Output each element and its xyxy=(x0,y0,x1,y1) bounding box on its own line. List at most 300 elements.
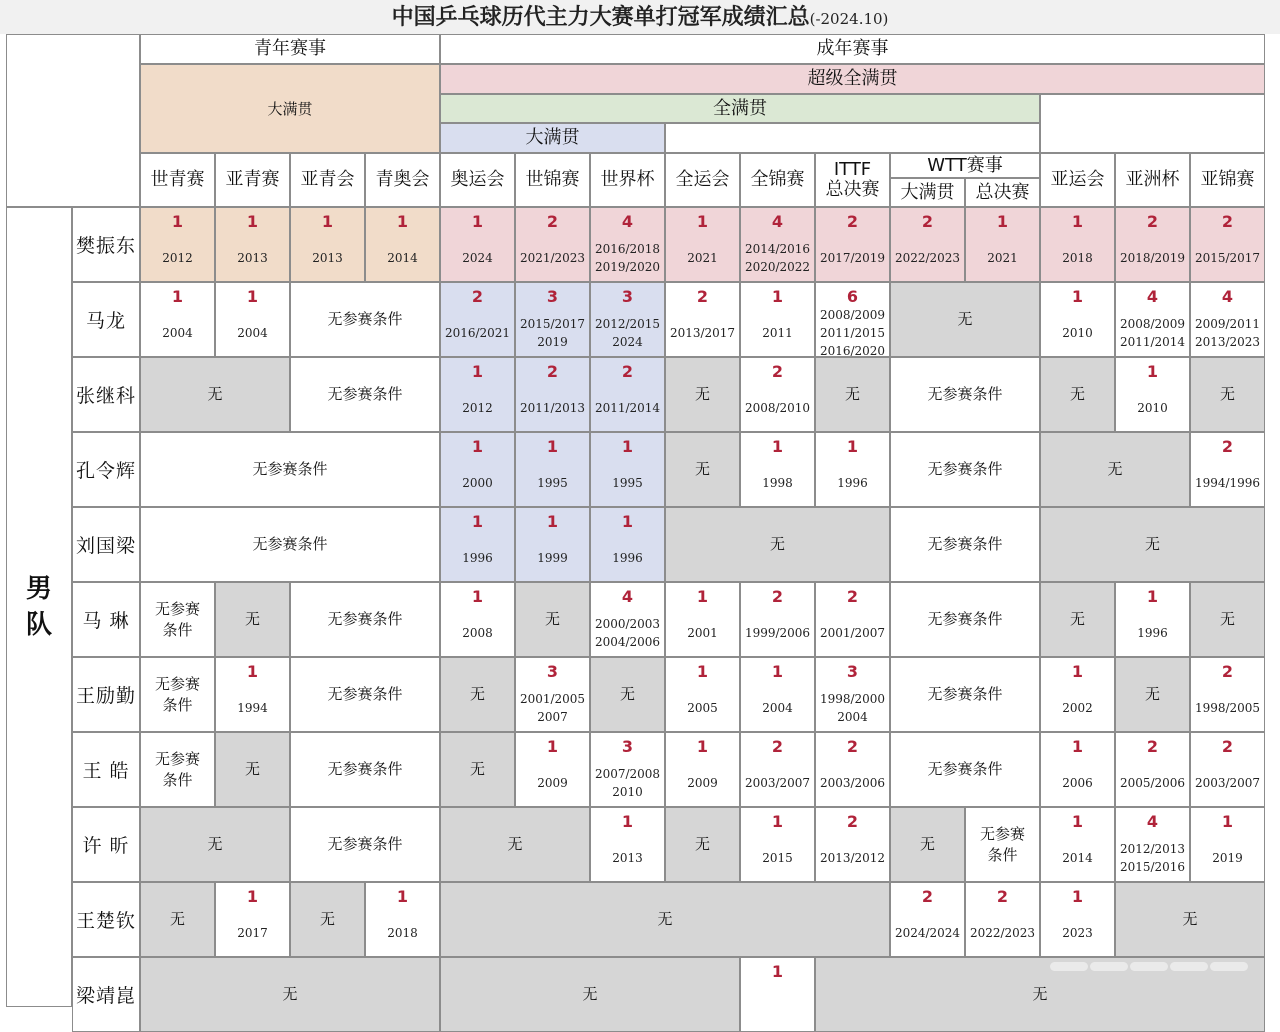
champion-cell xyxy=(740,357,815,432)
champion-cell xyxy=(965,882,1040,957)
no-title-cell: 无 xyxy=(1190,357,1265,432)
no-title-cell: 无 xyxy=(665,807,740,882)
title-count: 2 xyxy=(771,737,784,756)
title-count: 2 xyxy=(921,887,934,906)
title-count: 1 xyxy=(771,812,784,831)
player-name: 王励勤 xyxy=(72,657,140,732)
title-years: 2008 xyxy=(462,625,493,640)
champion-cell xyxy=(740,582,815,657)
title-count: 1 xyxy=(996,212,1009,231)
title-count: 2 xyxy=(771,362,784,381)
header-youth-events: 青年赛事 xyxy=(140,34,440,64)
column-header-wtt-2: 总决赛 xyxy=(965,178,1040,207)
no-title-cell: 无 xyxy=(590,657,665,732)
column-header-7: 全运会 xyxy=(665,153,740,207)
player-name: 王楚钦 xyxy=(72,882,140,957)
title-count: 2 xyxy=(1221,437,1234,456)
title-count: 2 xyxy=(1146,212,1159,231)
no-title-cell: 无 xyxy=(440,732,515,807)
champion-cell xyxy=(815,807,890,882)
title-years: 2018 xyxy=(1062,250,1093,265)
no-title-cell: 无 xyxy=(1115,882,1265,957)
title-years: 1999/2006 xyxy=(744,625,811,640)
title-years: 2009/2011 2013/2023 xyxy=(1194,316,1261,349)
player-name: 孔令辉 xyxy=(72,432,140,507)
title-count: 1 xyxy=(171,212,184,231)
title-count: 4 xyxy=(771,212,784,231)
champion-cell xyxy=(215,207,290,282)
page-title: 中国乒乓球历代主力大赛单打冠军成绩汇总(-2024.10) xyxy=(0,0,1280,34)
column-header-8: 全锦赛 xyxy=(740,153,815,207)
title-count: 1 xyxy=(246,887,259,906)
no-title-cell: 无 xyxy=(1190,582,1265,657)
title-count: 1 xyxy=(471,362,484,381)
title-years: 2007/2008 2010 xyxy=(594,766,661,799)
title-count: 2 xyxy=(771,587,784,606)
title-years: 2019 xyxy=(1212,850,1243,865)
title-count: 4 xyxy=(1146,287,1159,306)
title-years: 2016/2018 2019/2020 xyxy=(594,241,661,274)
title-count: 2 xyxy=(921,212,934,231)
title-years: 2013 xyxy=(237,250,268,265)
title-count: 1 xyxy=(696,662,709,681)
title-years: 2023 xyxy=(1062,925,1093,940)
champion-cell xyxy=(1040,657,1115,732)
title-years: 1996 xyxy=(612,550,643,565)
champion-cell xyxy=(590,357,665,432)
champion-cell xyxy=(590,732,665,807)
champion-cell xyxy=(965,207,1040,282)
team-label: 男 队 xyxy=(6,207,72,1007)
title-count: 1 xyxy=(771,437,784,456)
title-count: 4 xyxy=(621,587,634,606)
champion-cell xyxy=(590,207,665,282)
no-title-cell: 无 xyxy=(140,957,440,1032)
champion-cell xyxy=(815,282,890,357)
champion-cell xyxy=(1040,882,1115,957)
champion-cell xyxy=(215,882,290,957)
title-count: 2 xyxy=(1221,212,1234,231)
title-years: 2012/2013 2015/2016 xyxy=(1119,841,1186,874)
title-years: 2017/2019 xyxy=(819,250,886,265)
title-years: 2021/2023 xyxy=(519,250,586,265)
title-years: 1998/2000 2004 xyxy=(819,691,886,724)
header-super-grand-slam: 超级全满贯 xyxy=(440,64,1265,94)
title-years: 2015/2017 2019 xyxy=(519,316,586,349)
not-eligible-cell: 无参赛条件 xyxy=(890,582,1040,657)
title-count: 2 xyxy=(1221,737,1234,756)
champion-cell xyxy=(440,432,515,507)
column-header-13: 亚洲杯 xyxy=(1115,153,1190,207)
title-years: 2005 xyxy=(687,700,718,715)
header-blank xyxy=(1040,94,1265,153)
no-title-cell: 无 xyxy=(140,807,290,882)
title-count: 3 xyxy=(546,287,559,306)
no-title-cell: 无 xyxy=(140,357,290,432)
not-eligible-cell: 无参赛条件 xyxy=(290,657,440,732)
not-eligible-cell: 无参赛条件 xyxy=(890,507,1040,582)
no-title-cell: 无 xyxy=(665,357,740,432)
column-header-3: 青奥会 xyxy=(365,153,440,207)
not-eligible-cell: 无参赛条件 xyxy=(140,732,215,807)
champion-cell xyxy=(1115,732,1190,807)
champion-cell xyxy=(440,582,515,657)
header-youth-grand-slam: 大满贯 xyxy=(140,64,440,153)
not-eligible-cell: 无参赛条件 xyxy=(290,282,440,357)
not-eligible-cell: 无参赛条件 xyxy=(290,357,440,432)
no-title-cell: 无 xyxy=(1040,582,1115,657)
title-count: 1 xyxy=(1221,812,1234,831)
header-grand-slam: 大满贯 xyxy=(440,123,665,153)
champion-cell xyxy=(1040,282,1115,357)
champion-cell xyxy=(1190,282,1265,357)
champion-cell xyxy=(1190,657,1265,732)
no-title-cell: 无 xyxy=(1115,657,1190,732)
title-count: 1 xyxy=(1071,287,1084,306)
title-count: 1 xyxy=(471,437,484,456)
champion-cell xyxy=(740,957,815,1032)
title-years: 2009 xyxy=(687,775,718,790)
champion-cell xyxy=(665,657,740,732)
champion-cell xyxy=(1190,207,1265,282)
title-count: 1 xyxy=(546,512,559,531)
champion-cell xyxy=(1040,207,1115,282)
title-count: 1 xyxy=(771,287,784,306)
title-count: 2 xyxy=(546,212,559,231)
title-count: 1 xyxy=(246,212,259,231)
title-count: 2 xyxy=(846,812,859,831)
column-header-wtt-1: 大满贯 xyxy=(890,178,965,207)
title-years: 2013/2012 xyxy=(819,850,886,865)
title-years: 2022/2023 xyxy=(969,925,1036,940)
title-years: 2014/2016 2020/2022 xyxy=(744,241,811,274)
champion-cell xyxy=(215,657,290,732)
champion-cell xyxy=(440,357,515,432)
title-years: 1998/2005 xyxy=(1194,700,1261,715)
title-count: 6 xyxy=(846,287,859,306)
title-years: 2009 xyxy=(537,775,568,790)
champion-cell xyxy=(740,207,815,282)
player-name: 马龙 xyxy=(72,282,140,357)
title-count: 1 xyxy=(621,437,634,456)
not-eligible-cell: 无参赛条件 xyxy=(890,432,1040,507)
title-years: 2001/2007 xyxy=(819,625,886,640)
no-title-cell: 无 xyxy=(440,957,740,1032)
title-count: 1 xyxy=(396,212,409,231)
title-count: 2 xyxy=(846,587,859,606)
title-count: 1 xyxy=(846,437,859,456)
no-title-cell: 无 xyxy=(215,582,290,657)
title-count: 1 xyxy=(396,887,409,906)
no-title-cell: 无 xyxy=(440,882,890,957)
title-years: 2017 xyxy=(237,925,268,940)
champion-cell xyxy=(515,732,590,807)
title-count: 1 xyxy=(621,512,634,531)
champion-cell xyxy=(440,507,515,582)
column-header-4: 奥运会 xyxy=(440,153,515,207)
player-name: 王 皓 xyxy=(72,732,140,807)
player-name: 梁靖崑 xyxy=(72,957,140,1032)
title-count: 2 xyxy=(621,362,634,381)
title-years: 1999 xyxy=(537,550,568,565)
title-years: 2010 xyxy=(1062,325,1093,340)
not-eligible-cell: 无参赛条件 xyxy=(965,807,1040,882)
title-count: 1 xyxy=(1071,812,1084,831)
title-count: 4 xyxy=(1221,287,1234,306)
column-header-5: 世锦赛 xyxy=(515,153,590,207)
not-eligible-cell: 无参赛条件 xyxy=(140,582,215,657)
title-count: 3 xyxy=(846,662,859,681)
no-title-cell: 无 xyxy=(215,732,290,807)
title-count: 1 xyxy=(171,287,184,306)
champion-cell xyxy=(140,207,215,282)
champion-cell xyxy=(740,807,815,882)
no-title-cell: 无 xyxy=(515,582,590,657)
title-count: 1 xyxy=(696,737,709,756)
champion-cell xyxy=(890,882,965,957)
title-years: 2004 xyxy=(237,325,268,340)
title-years: 2012 xyxy=(162,250,193,265)
title-years: 2003/2007 xyxy=(744,775,811,790)
title-count: 2 xyxy=(846,737,859,756)
title-years: 2015/2017 xyxy=(1194,250,1261,265)
header-adult-events: 成年赛事 xyxy=(440,34,1265,64)
champion-cell xyxy=(665,282,740,357)
champion-cell xyxy=(815,582,890,657)
title-years: 2021 xyxy=(987,250,1018,265)
no-title-cell: 无 xyxy=(440,807,590,882)
title-count: 1 xyxy=(771,962,784,981)
title-years: 2003/2007 xyxy=(1194,775,1261,790)
champion-cell xyxy=(815,432,890,507)
title-years: 2001 xyxy=(687,625,718,640)
player-name: 刘国梁 xyxy=(72,507,140,582)
champion-cell xyxy=(515,207,590,282)
title-years: 1996 xyxy=(462,550,493,565)
title-count: 2 xyxy=(1146,737,1159,756)
champion-cell xyxy=(215,282,290,357)
champion-cell xyxy=(1115,207,1190,282)
champion-cell xyxy=(1190,732,1265,807)
title-count: 3 xyxy=(546,662,559,681)
column-header-wtt: WTT赛事 xyxy=(890,153,1040,178)
champion-cell xyxy=(1115,357,1190,432)
column-header-14: 亚锦赛 xyxy=(1190,153,1265,207)
title-count: 1 xyxy=(246,662,259,681)
champion-cell xyxy=(365,207,440,282)
title-years: 2013 xyxy=(312,250,343,265)
champion-cell xyxy=(1040,807,1115,882)
champion-cell xyxy=(890,207,965,282)
title-years: 2013/2017 xyxy=(669,325,736,340)
champion-cell xyxy=(365,882,440,957)
title-years: 1995 xyxy=(537,475,568,490)
not-eligible-cell: 无参赛条件 xyxy=(140,507,440,582)
title-years: 2005/2006 xyxy=(1119,775,1186,790)
not-eligible-cell: 无参赛条件 xyxy=(890,732,1040,807)
title-years: 2022/2023 xyxy=(894,250,961,265)
title-years: 1994/1996 xyxy=(1194,475,1261,490)
no-title-cell: 无 xyxy=(815,357,890,432)
title-years: 2006 xyxy=(1062,775,1093,790)
title-years: 2021 xyxy=(687,250,718,265)
title-count: 1 xyxy=(1071,887,1084,906)
title-years: 2004 xyxy=(162,325,193,340)
title-years: 2008/2009 2011/2014 xyxy=(1119,316,1186,349)
column-header-0: 世青赛 xyxy=(140,153,215,207)
column-header-12: 亚运会 xyxy=(1040,153,1115,207)
champion-cell xyxy=(140,282,215,357)
title-count: 1 xyxy=(471,512,484,531)
champion-cell xyxy=(290,207,365,282)
title-count: 1 xyxy=(1071,212,1084,231)
champion-cell xyxy=(1115,582,1190,657)
title-years: 2008/2010 xyxy=(744,400,811,415)
title-count: 1 xyxy=(1146,587,1159,606)
title-count: 1 xyxy=(696,212,709,231)
column-header-9: ITTF 总决赛 xyxy=(815,153,890,207)
not-eligible-cell: 无参赛条件 xyxy=(290,582,440,657)
champion-cell xyxy=(1040,732,1115,807)
title-years: 2000 xyxy=(462,475,493,490)
champion-cell xyxy=(515,657,590,732)
title-count: 2 xyxy=(846,212,859,231)
champion-cell xyxy=(590,282,665,357)
champion-cell xyxy=(740,657,815,732)
title-years: 2011 xyxy=(762,325,793,340)
title-count: 2 xyxy=(471,287,484,306)
player-name: 马 琳 xyxy=(72,582,140,657)
title-years: 2008/2009 2011/2015 2016/2020 xyxy=(819,307,886,357)
title-count: 2 xyxy=(996,887,1009,906)
champion-cell xyxy=(515,357,590,432)
not-eligible-cell: 无参赛条件 xyxy=(290,732,440,807)
title-count: 1 xyxy=(1071,662,1084,681)
title-years: 2011/2014 xyxy=(594,400,661,415)
champion-cell xyxy=(665,582,740,657)
title-years: 2024 xyxy=(462,250,493,265)
title-count: 1 xyxy=(1071,737,1084,756)
champion-cell xyxy=(740,432,815,507)
not-eligible-cell: 无参赛条件 xyxy=(140,657,215,732)
not-eligible-cell: 无参赛条件 xyxy=(290,807,440,882)
champion-cell xyxy=(1115,282,1190,357)
champion-cell xyxy=(740,732,815,807)
not-eligible-cell: 无参赛条件 xyxy=(890,357,1040,432)
champion-cell xyxy=(1190,432,1265,507)
title-count: 2 xyxy=(696,287,709,306)
champion-cell xyxy=(815,657,890,732)
not-eligible-cell: 无参赛条件 xyxy=(140,432,440,507)
champion-cell xyxy=(815,732,890,807)
title-years: 2012 xyxy=(462,400,493,415)
title-count: 2 xyxy=(1221,662,1234,681)
champion-cell xyxy=(515,507,590,582)
title-count: 1 xyxy=(771,662,784,681)
title-count: 1 xyxy=(246,287,259,306)
column-header-2: 亚青会 xyxy=(290,153,365,207)
title-years: 2012/2015 2024 xyxy=(594,316,661,349)
title-years: 2014 xyxy=(387,250,418,265)
title-count: 4 xyxy=(621,212,634,231)
champion-cell xyxy=(590,432,665,507)
title-years: 2004 xyxy=(762,700,793,715)
header-blank-2 xyxy=(665,123,1040,153)
title-years: 2000/2003 2004/2006 xyxy=(594,616,661,649)
title-years: 2016/2021 xyxy=(444,325,511,340)
title-years: 1998 xyxy=(762,475,793,490)
title-years: 1995 xyxy=(612,475,643,490)
champion-cell xyxy=(590,807,665,882)
title-count: 2 xyxy=(546,362,559,381)
champion-cell xyxy=(665,207,740,282)
champion-cell xyxy=(440,282,515,357)
no-title-cell: 无 xyxy=(665,507,890,582)
title-years: 2018 xyxy=(387,925,418,940)
champion-cell xyxy=(590,507,665,582)
title-count: 1 xyxy=(696,587,709,606)
no-title-cell: 无 xyxy=(665,432,740,507)
title-years: 2011/2013 xyxy=(519,400,586,415)
no-title-cell: 无 xyxy=(890,807,965,882)
title-years: 2001/2005 2007 xyxy=(519,691,586,724)
title-count: 1 xyxy=(621,812,634,831)
title-count: 4 xyxy=(1146,812,1159,831)
champion-cell xyxy=(1190,807,1265,882)
champion-cell xyxy=(815,207,890,282)
title-years xyxy=(741,984,814,1031)
champion-cell xyxy=(440,207,515,282)
player-name: 张继科 xyxy=(72,357,140,432)
column-header-1: 亚青赛 xyxy=(215,153,290,207)
champion-cell xyxy=(515,432,590,507)
no-title-cell: 无 xyxy=(1040,507,1265,582)
title-years: 2014 xyxy=(1062,850,1093,865)
chevron-left-icon[interactable] xyxy=(58,46,98,106)
champion-cell xyxy=(1115,807,1190,882)
no-title-cell: 无 xyxy=(290,882,365,957)
champion-cell xyxy=(515,282,590,357)
title-count: 1 xyxy=(471,212,484,231)
not-eligible-cell: 无参赛条件 xyxy=(890,657,1040,732)
player-name: 许 昕 xyxy=(72,807,140,882)
player-name: 樊振东 xyxy=(72,207,140,282)
title-years: 2003/2006 xyxy=(819,775,886,790)
title-count: 1 xyxy=(321,212,334,231)
no-title-cell: 无 xyxy=(1040,357,1115,432)
champion-cell xyxy=(590,582,665,657)
no-title-cell: 无 xyxy=(140,882,215,957)
no-title-cell: 无 xyxy=(815,957,1265,1032)
column-header-6: 世界杯 xyxy=(590,153,665,207)
title-count: 1 xyxy=(546,737,559,756)
title-years: 2002 xyxy=(1062,700,1093,715)
no-title-cell: 无 xyxy=(890,282,1040,357)
no-title-cell: 无 xyxy=(440,657,515,732)
header-full-grand-slam: 全满贯 xyxy=(440,94,1040,123)
scroll-indicator[interactable] xyxy=(1050,962,1250,971)
title-count: 3 xyxy=(621,737,634,756)
champion-cell xyxy=(665,732,740,807)
title-count: 1 xyxy=(546,437,559,456)
title-count: 3 xyxy=(621,287,634,306)
title-count: 1 xyxy=(471,587,484,606)
title-years: 1994 xyxy=(237,700,268,715)
no-title-cell: 无 xyxy=(1040,432,1190,507)
title-years: 2024/2024 xyxy=(894,925,961,940)
champion-cell xyxy=(740,282,815,357)
title-years: 2010 xyxy=(1137,400,1168,415)
